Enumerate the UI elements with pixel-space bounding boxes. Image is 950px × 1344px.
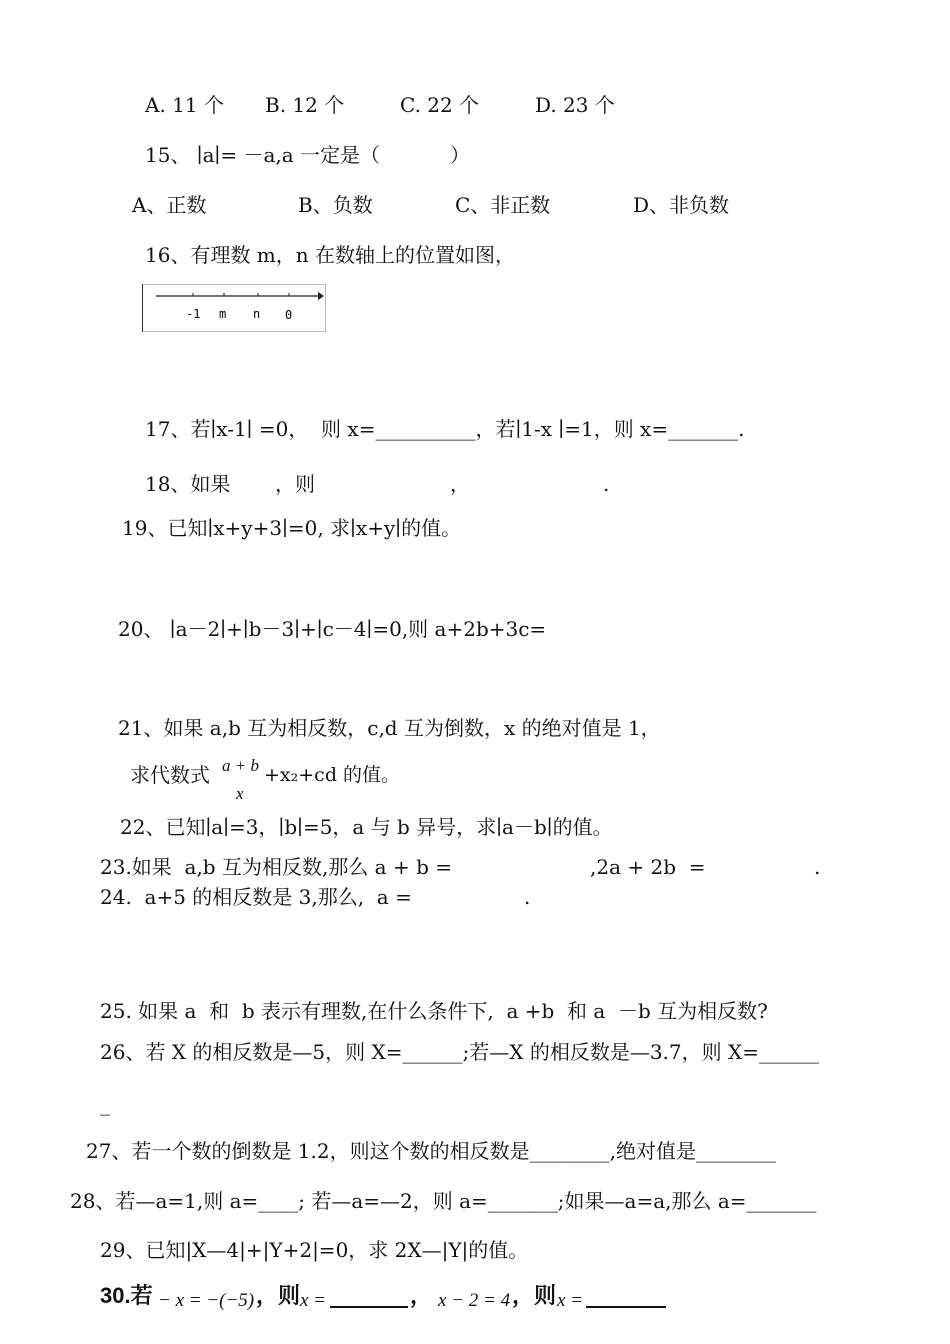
q20-text: 20、 ∣a－2∣+∣b－3∣+∣c－4∣=0,则 a+2b+3c= xyxy=(118,617,547,641)
number-line-label-neg1: -1 xyxy=(186,307,201,321)
q21-suffix: +x₂+cd 的值。 xyxy=(264,764,401,786)
q18-part-c: ， xyxy=(450,472,470,496)
q30-prefix: 30.若 xyxy=(100,1283,153,1308)
q26-line2: _ xyxy=(100,1092,110,1116)
q30-equation-2: x − 2 = 4 xyxy=(438,1290,511,1311)
q15-option-a: A、正数 xyxy=(132,193,207,217)
q15-stem: 15、 ∣a∣= －a,a 一定是（ ） xyxy=(145,143,470,167)
q18-part-a: 18、如果 xyxy=(145,472,231,496)
q23-part-a: 23.如果 a,b 互为相反数,那么 a + b = xyxy=(100,855,452,879)
q28-text: 28、若—a=1,则 a=____; 若—a=—2，则 a=_______;如果—a=a,那么 a=_______ xyxy=(70,1189,817,1213)
q21-fraction-numerator: a + b xyxy=(222,756,259,775)
q23-part-c: . xyxy=(814,855,821,879)
q15-option-b: B、负数 xyxy=(298,193,373,217)
q30-answer-blank-2 xyxy=(586,1306,666,1308)
q15-option-d: D、非负数 xyxy=(633,193,730,217)
q23-part-b: ,2a + 2b = xyxy=(590,855,706,879)
q18-part-b: ，则 xyxy=(275,472,315,496)
q21-prefix: 求代数式 xyxy=(130,763,210,787)
q27-text: 27、若一个数的倒数是 1.2，则这个数的相反数是________,绝对值是________ xyxy=(86,1139,776,1163)
q24-part-b: . xyxy=(524,885,531,909)
q14-option-b: B. 12 个 xyxy=(265,93,345,117)
q14-option-a: A. 11 个 xyxy=(145,93,224,117)
number-line-label-0: 0 xyxy=(285,308,293,322)
q30-answer-blank-1 xyxy=(330,1306,408,1308)
q21-line1: 21、如果 a,b 互为相反数，c,d 互为倒数，x 的绝对值是 1， xyxy=(118,716,661,740)
q24-part-a: 24. a+5 的相反数是 3,那么, a = xyxy=(100,885,412,909)
q22-text: 22、已知∣a∣=3，∣b∣=5，a 与 b 异号，求∣a－b∣的值。 xyxy=(120,815,613,839)
q15-option-c: C、非正数 xyxy=(455,193,551,217)
q18-part-d: . xyxy=(603,472,610,496)
q14-option-d: D. 23 个 xyxy=(535,93,615,117)
q17-text: 17、若∣x-1∣ =0， 则 x=__________，若∣1-x ∣=1，则 x=_______. xyxy=(145,417,745,441)
q19-text: 19、已知∣x+y+3∣=0, 求∣x+y∣的值。 xyxy=(122,516,462,540)
q29-text: 29、已知|X—4|+|Y+2|=0，求 2X—|Y|的值。 xyxy=(100,1238,529,1262)
q30-comma: ， xyxy=(410,1283,433,1308)
q30-then-2: ，则 xyxy=(512,1283,557,1308)
q21-fraction-denominator: x xyxy=(236,784,244,803)
q16-stem: 16、有理数 m，n 在数轴上的位置如图， xyxy=(145,243,516,267)
q30-x-1: x = xyxy=(300,1290,327,1311)
q26-line1: 26、若 X 的相反数是—5，则 X=______;若—X 的相反数是—3.7，则 X=______ xyxy=(100,1040,819,1064)
q30-then-1: ，则 xyxy=(256,1283,301,1308)
q30-x-2: x = xyxy=(557,1290,584,1311)
q14-option-c: C. 22 个 xyxy=(400,93,480,117)
q25-text: 25. 如果 a 和 b 表示有理数,在什么条件下, a +b 和 a －b 互为相反数? xyxy=(100,999,768,1023)
number-line-label-n: n xyxy=(253,307,261,321)
number-line-label-m: m xyxy=(219,307,227,321)
number-line-figure xyxy=(142,284,326,332)
q30-equation-1: − x = −(−5) xyxy=(158,1290,255,1311)
